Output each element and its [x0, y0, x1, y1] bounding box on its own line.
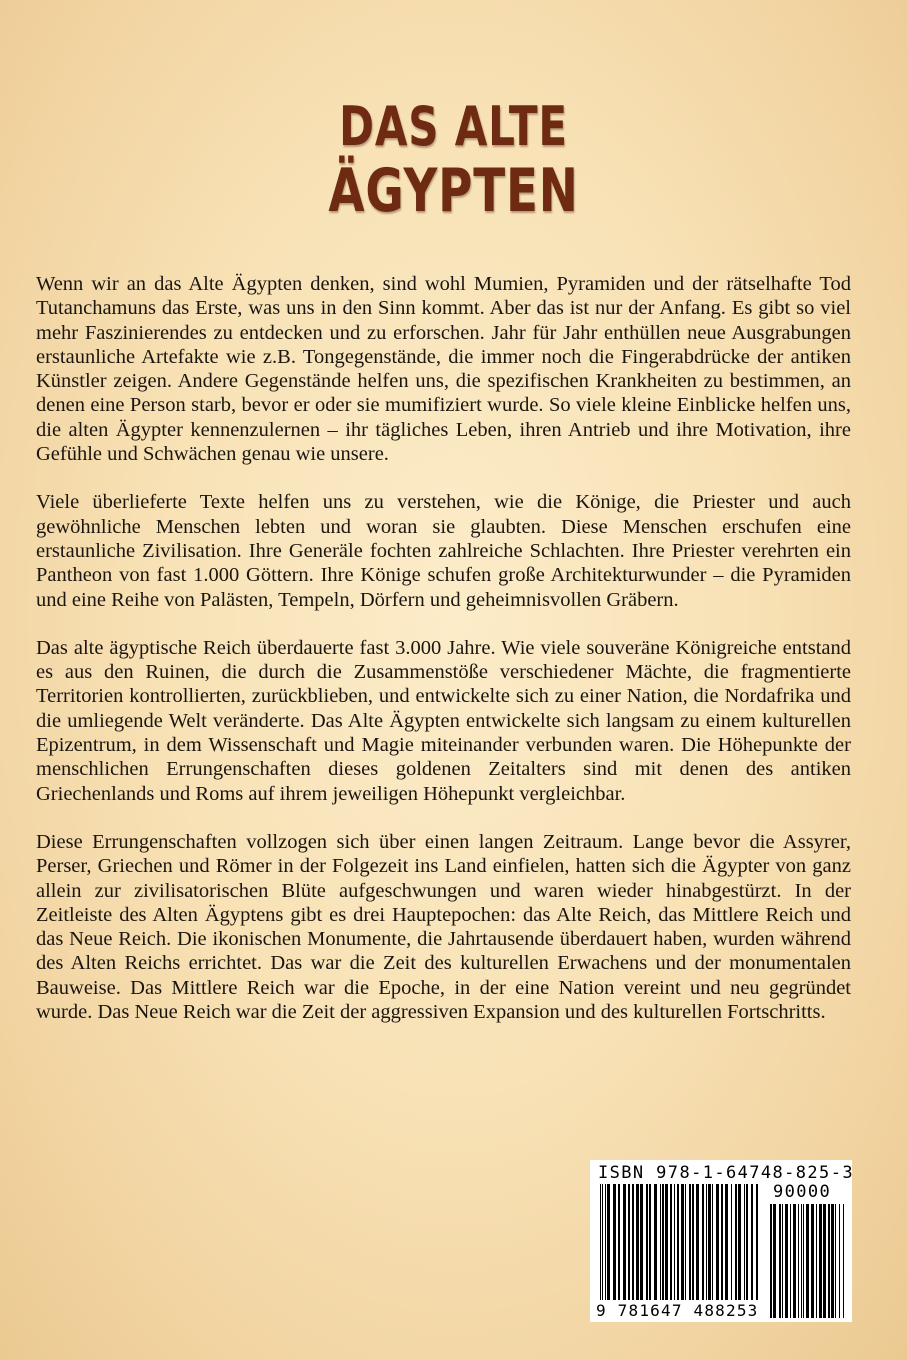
barcode-bar: [801, 1204, 802, 1318]
barcode-bar: [790, 1204, 791, 1318]
barcode-bar: [782, 1204, 783, 1318]
blurb-paragraph-2: Viele überlieferte Texte helfen uns zu verstehen, wie die Könige, die Priester und auch gewöhnliche Menschen lebten und woran sie glaubten. Diese Menschen erschufen eine erstaunliche Zivilisation. Ihre Generäle fochten zahlreiche Schlachten. Ihre Priester verehrten ein Pantheon von fast 1.000 Göttern. Ihre Könige schufen große Architekturwunder – die Pyramiden und eine Reihe von Palästen, Tempeln, Dörfern und geheimnisvollen Gräbern.: [36, 491, 851, 611]
barcode-bar: [689, 1184, 691, 1300]
barcode-bar: [738, 1184, 741, 1300]
barcode-bar: [811, 1204, 814, 1318]
barcode-bar: [785, 1204, 788, 1318]
barcode-bar: [636, 1184, 639, 1300]
ean-digits: 9 781647 488253: [596, 1301, 759, 1320]
barcode-bar: [646, 1184, 648, 1300]
barcode-bar: [823, 1204, 826, 1318]
blurb-paragraph-4: Diese Errungenschaften vollzogen sich über einen langen Zeitraum. Lange bevor die Assyrer, Perser, Griechen und Römer in der Folgezeit ins Land einfielen, hatten sich die Ägypter von ganz allein zur zivilisatorischen Blüte aufgeschwungen und waren wieder hinabgestürzt. In der Zeitleiste des Alten Ägyptens gibt es drei Hauptepochen: das Alte Reich, das Mittlere Reich und das Neue Reich. Die ikonischen Monumente, die Jahrtausende überdauert haben, wurden während des Alten Reichs errichtet. Das war die Zeit des kulturellen Erwachens und der monumentalen Bauweise. Das Mittlere Reich war die Epoche, in der eine Nation vereint und neu gegründet wurde. Das Neue Reich war die Zeit der aggressiven Expansion und des kulturellen Fortschritts.: [36, 830, 851, 1024]
barcode-bar: [674, 1184, 675, 1300]
barcode-bar: [649, 1184, 651, 1300]
barcode-bar: [828, 1204, 830, 1318]
isbn-barcode: [590, 1160, 852, 1322]
title-line-1: DAS ALTE: [339, 95, 568, 158]
barcode-bar: [843, 1204, 844, 1318]
back-cover-blurb: [36, 272, 851, 1048]
barcode-bar: [725, 1184, 728, 1300]
barcode-bar: [773, 1204, 776, 1318]
barcode-bar: [803, 1204, 804, 1318]
ean-bars: [600, 1184, 758, 1300]
barcode-bar: [779, 1204, 781, 1318]
barcode-bar: [677, 1184, 679, 1300]
barcode-bar: [721, 1184, 723, 1300]
isbn-label: ISBN 978-1-64748-825-3: [598, 1163, 854, 1183]
barcode-bar: [751, 1184, 753, 1300]
addon-bars: [770, 1204, 844, 1318]
barcode-bar: [806, 1204, 809, 1318]
blurb-paragraph-3: Das alte ägyptische Reich überdauerte fast 3.000 Jahre. Wie viele souveräne Königreiche entstand es aus den Ruinen, die durch die Zusammenstöße verschiedener Mächte, die fragmentierte Territorien kontrollierten, zurückblieben, und entwickelte sich zu einer Nation, die Nordafrika und die umliegende Welt veränderte. Das Alte Ägypten entwickelte sich langsam zu einem kulturellen Epizentrum, in dem Wissenschaft und Magie miteinander verbunden waren. Die Höhepunkte der menschlichen Errungenschaften dieses goldenen Zeitalters sind mit denen des antiken Griechenlands und Roms auf ihrem jeweiligen Höhepunkt vergleichbar.: [36, 636, 851, 805]
barcode-bar: [662, 1184, 664, 1300]
barcode-bar: [654, 1184, 657, 1300]
barcode-bar: [831, 1204, 834, 1318]
barcode-bar: [746, 1184, 748, 1300]
barcode-bar: [602, 1184, 603, 1300]
barcode-bar: [632, 1184, 634, 1300]
barcode-bar: [708, 1184, 711, 1300]
barcode-bar: [735, 1184, 737, 1300]
barcode-bar: [835, 1204, 836, 1318]
barcode-bar: [798, 1204, 799, 1318]
barcode-bar: [819, 1204, 822, 1318]
barcode-bar: [605, 1184, 606, 1300]
barcode-bar: [670, 1184, 672, 1300]
barcode-bar: [744, 1184, 745, 1300]
barcode-bar: [816, 1204, 817, 1318]
barcode-bar: [681, 1184, 684, 1300]
barcode-bar: [613, 1184, 616, 1300]
barcode-bar: [706, 1184, 707, 1300]
barcode-bar: [640, 1184, 643, 1300]
barcode-bar: [696, 1184, 699, 1300]
barcode-bar: [716, 1184, 719, 1300]
price-addon-code: 90000: [773, 1182, 832, 1202]
barcode-bar: [623, 1184, 626, 1300]
barcode-bar: [692, 1184, 694, 1300]
barcode-bar: [702, 1184, 704, 1300]
barcode-bar: [660, 1184, 661, 1300]
blurb-paragraph-1: Wenn wir an das Alte Ägypten denken, sind wohl Mumien, Pyramiden und der rätselhafte Tod Tutanchamuns das Erste, was uns in den Sinn kommt. Aber das ist nur der Anfang. Es gibt so viel mehr Faszinierendes zu entdecken und zu erforschen. Jahr für Jahr enthüllen neue Ausgrabungen erstaunliche Artefakte wie z.B. Tongegenstände, die immer noch die Fingerabdrücke der antiken Künstler zeigen. Andere Gegenstände helfen uns, die spezifischen Krankheiten zu bestimmen, an denen eine Person starb, bevor er oder sie mumifiziert wurde. So viele kleine Einblicke helfen uns, die alten Ägypter kennenzulernen – ihr tägliches Leben, ihren Antrieb und ihre Motivation, ihre Gefühle und Schwächen genau wie unsere.: [36, 273, 851, 466]
book-title: [0, 96, 907, 224]
barcode-bar: [618, 1184, 620, 1300]
barcode-bar: [756, 1184, 758, 1300]
barcode-bar: [665, 1184, 668, 1300]
barcode-bar: [600, 1184, 601, 1300]
barcode-bar: [770, 1204, 772, 1318]
barcode-bar: [793, 1204, 796, 1318]
barcode-bar: [731, 1184, 732, 1300]
barcode-bar: [607, 1184, 610, 1300]
barcode-bar: [685, 1184, 686, 1300]
barcode-bar: [712, 1184, 713, 1300]
title-line-2: ÄGYPTEN: [328, 156, 579, 226]
barcode-bar: [839, 1204, 840, 1318]
barcode-bar: [628, 1184, 630, 1300]
barcode-bars: [590, 1160, 852, 1322]
